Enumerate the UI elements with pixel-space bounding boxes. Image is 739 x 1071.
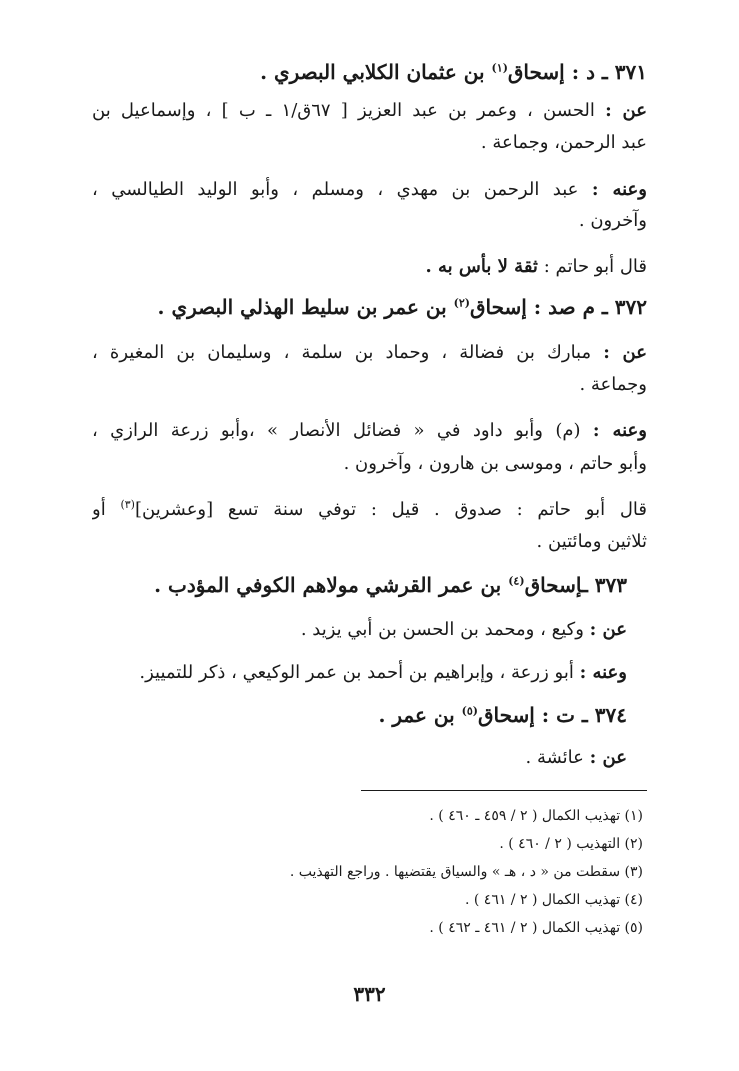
- entry-371-anhu-line2: وآخرون .: [578, 210, 647, 231]
- footnote-marker-5: (٥): [461, 704, 478, 718]
- entry-371-an-line2: عبد الرحمن، وجماعة .: [480, 132, 647, 153]
- footnote-marker-1: (١): [491, 61, 508, 75]
- footnote-2: (٢) التهذيب ( ٢ / ٤٦٠ ) .: [499, 836, 643, 852]
- entry-372-an-line2: وجماعة .: [579, 374, 647, 395]
- entry-372-anhu-line1: وعنه : (م) وأبو داود في « فضائل الأنصار » ،وأبو زرعة الرازي ،: [92, 420, 647, 441]
- entry-374-heading: ٣٧٤ ـ ت : إسحاق$^{(٥)}$ بن عمر .: [378, 703, 627, 727]
- footnote-1: (١) تهذيب الكمال ( ٢ / ٤٥٩ ـ ٤٦٠ ) .: [429, 808, 643, 824]
- footnote-5: (٥) تهذيب الكمال ( ٢ / ٤٦١ ـ ٤٦٢ ) .: [429, 920, 643, 936]
- entry-371-anhu-line1: وعنه : عبد الرحمن بن مهدي ، ومسلم ، وأبو الوليد الطيالسي ،: [92, 179, 647, 200]
- page-number: ٣٣٢: [353, 982, 386, 1006]
- entry-371-heading: ٣٧١ ـ د : إسحاق$^{(١)}$ بن عثمان الكلابي البصري .: [260, 60, 647, 84]
- entry-373-anhu: وعنه : أبو زرعة ، وإبراهيم بن أحمد بن عمر الوكيعي ، ذكر للتمييز.: [139, 662, 627, 683]
- footnote-marker-4: (٤): [508, 574, 525, 588]
- entry-372-qala-line2: ثلاثين ومائتين .: [536, 531, 647, 552]
- entry-373-an: عن : وكيع ، ومحمد بن الحسن بن أبي يزيد .: [300, 619, 627, 640]
- entry-372-an-line1: عن : مبارك بن فضالة ، وحماد بن سلمة ، وسليمان بن المغيرة ،: [92, 342, 647, 363]
- entry-373-heading: ٣٧٣ ـإسحاق$^{(٤)}$ بن عمر القرشي مولاهم الكوفي المؤدب .: [154, 573, 627, 597]
- footnote-divider: [361, 790, 647, 791]
- footnote-marker-2: (٢): [453, 296, 470, 310]
- footnote-4: (٤) تهذيب الكمال ( ٢ / ٤٦١ ) .: [464, 892, 643, 908]
- footnote-3: (٣) سقطت من « د ، هـ » والسياق يقتضيها . وراجع التهذيب .: [289, 864, 643, 880]
- entry-372-anhu-line2: وأبو حاتم ، وموسى بن هارون ، وآخرون .: [343, 453, 647, 474]
- entry-372-qala-line1: قال أبو حاتم : صدوق . قيل : توفي سنة تسع [وعشرين]$^{(٣)}$ أو: [92, 498, 647, 520]
- entry-371-qala: قال أبو حاتم : ثقة لا بأس به .: [425, 256, 647, 277]
- entry-372-heading: ٣٧٢ ـ م صد : إسحاق$^{(٢)}$ بن عمر بن سليط الهذلي البصري .: [157, 295, 647, 319]
- footnote-marker-3: (٣): [120, 498, 135, 511]
- entry-374-an: عن : عائشة .: [525, 747, 627, 768]
- entry-371-an-line1: عن : الحسن ، وعمر بن عبد العزيز [ ٦٧ق/١ ـ ب ] ، وإسماعيل بن: [92, 100, 647, 121]
